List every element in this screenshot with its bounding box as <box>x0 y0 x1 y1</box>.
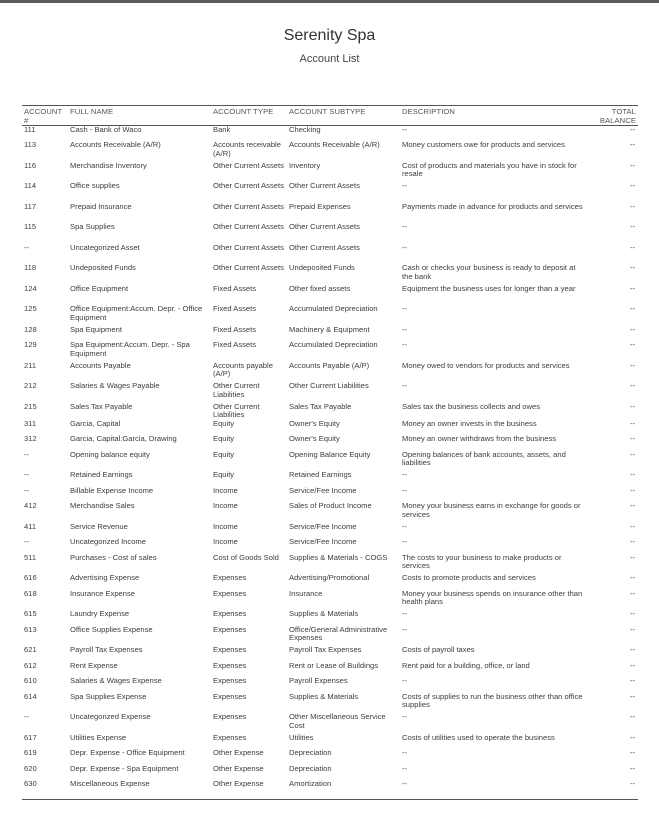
cell-account-number: 111 <box>24 125 36 134</box>
cell-account-type: Other Current Assets <box>213 161 284 170</box>
cell-full-name: Billable Expense Income <box>70 486 154 495</box>
cell-account-type: Expenses <box>213 610 247 619</box>
cell-account-subtype: Insurance <box>289 589 323 598</box>
cell-account-number: 612 <box>24 661 37 670</box>
cell-account-subtype: Payroll Tax Expenses <box>289 646 362 655</box>
cell-account-type: Fixed Assets <box>213 341 257 349</box>
cell-full-name: Garcia, Capital <box>70 419 121 428</box>
cell-description: Payments made in advance for products and services <box>402 202 583 211</box>
cell-description: -- <box>402 382 408 390</box>
cell-account-number: 212 <box>24 382 37 390</box>
cell-account-type: Other Current Assets <box>213 243 284 252</box>
cell-description: -- <box>402 243 408 252</box>
cell-account-type: Expenses <box>213 574 247 583</box>
cell-account-subtype: Machinery & Equipment <box>289 325 370 334</box>
cell-account-number: -- <box>24 450 30 459</box>
cell-total-balance: -- <box>629 780 635 789</box>
cell-description: Costs of utilities used to operate the business <box>402 733 555 742</box>
cell-full-name: Depr. Expense - Office Equipment <box>70 749 185 758</box>
cell-account-subtype: Inventory <box>289 161 321 170</box>
table-row[interactable] <box>22 162 638 183</box>
cell-total-balance: -- <box>629 361 635 370</box>
cell-total-balance: -- <box>629 661 635 670</box>
cell-full-name: Spa Supplies Expense <box>70 692 147 701</box>
cell-total-balance: -- <box>629 764 635 773</box>
cell-account-number: 412 <box>24 502 37 511</box>
cell-account-type: Equity <box>213 471 235 480</box>
cell-account-type: Income <box>213 522 238 531</box>
cell-description: -- <box>402 305 408 313</box>
cell-account-subtype: Sales Tax Payable <box>289 402 352 411</box>
cell-full-name: Laundry Expense <box>70 610 130 619</box>
cell-full-name: Depr. Expense - Spa Equipment <box>70 764 179 773</box>
cell-account-subtype: Prepaid Expenses <box>289 202 351 211</box>
cell-description: Money an owner withdraws from the business <box>402 435 557 444</box>
table-row[interactable] <box>22 502 638 523</box>
table-row[interactable] <box>22 341 638 362</box>
table-bottom-rule <box>22 799 638 800</box>
cell-account-type: Fixed Assets <box>213 325 257 334</box>
cell-total-balance: -- <box>629 264 635 272</box>
cell-description: Money an owner invests in the business <box>402 419 537 428</box>
cell-full-name: Salaries & Wages Expense <box>70 677 162 686</box>
cell-description: Opening balances of bank accounts, assets, and liabilities <box>402 450 566 468</box>
cell-description: -- <box>402 471 408 480</box>
cell-total-balance: -- <box>629 141 635 149</box>
cell-account-number: 115 <box>24 223 37 231</box>
cell-account-subtype: Service/Fee Income <box>289 538 357 547</box>
table-row[interactable] <box>22 435 638 451</box>
cell-account-number: 215 <box>24 402 37 411</box>
cell-account-subtype: Other Current Assets <box>289 223 360 231</box>
cell-full-name: Insurance Expense <box>70 589 136 598</box>
table-row[interactable] <box>22 749 638 765</box>
cell-account-number: 129 <box>24 341 37 349</box>
cell-account-number: -- <box>24 538 30 547</box>
table-row[interactable] <box>22 223 638 244</box>
cell-account-type: Expenses <box>213 733 247 742</box>
cell-account-subtype: Advertising/Promotional <box>289 574 370 583</box>
cell-description: -- <box>402 749 408 758</box>
cell-description: Costs of supplies to run the business other than office supplies <box>402 692 583 710</box>
table-row[interactable] <box>22 141 638 162</box>
cell-full-name: Utilities Expense <box>70 733 127 742</box>
cell-account-type: Income <box>213 502 238 511</box>
cell-description: -- <box>402 764 408 773</box>
cell-description: Costs to promote products and services <box>402 574 536 583</box>
cell-total-balance: -- <box>629 692 635 701</box>
cell-full-name: Accounts Payable <box>70 361 131 370</box>
cell-full-name: Retained Earnings <box>70 471 133 480</box>
cell-full-name: Accounts Receivable (A/R) <box>70 141 161 149</box>
cell-total-balance: -- <box>629 538 635 547</box>
cell-account-subtype: Accumulated Depreciation <box>289 341 378 349</box>
cell-total-balance: -- <box>629 471 635 480</box>
cell-total-balance: -- <box>629 325 635 334</box>
cell-full-name: Spa Equipment:Accum. Depr. - Spa Equipment <box>70 341 190 358</box>
cell-full-name: Payroll Tax Expenses <box>70 646 143 655</box>
cell-total-balance: -- <box>629 284 635 293</box>
table-row[interactable] <box>22 244 638 265</box>
cell-full-name: Merchandise Inventory <box>70 161 147 170</box>
top-border <box>0 0 659 3</box>
cell-full-name: Miscellaneous Expense <box>70 780 150 789</box>
table-row[interactable] <box>22 285 638 306</box>
table-row[interactable] <box>22 693 638 714</box>
account-list-table <box>22 105 638 796</box>
cell-full-name: Spa Supplies <box>70 223 115 231</box>
cell-account-subtype: Supplies & Materials <box>289 610 359 619</box>
cell-account-subtype: Accounts Payable (A/P) <box>289 361 370 370</box>
cell-account-subtype: Amortization <box>289 780 332 789</box>
cell-description: -- <box>402 625 408 634</box>
report-title: Account List <box>299 53 360 65</box>
cell-account-subtype: Opening Balance Equity <box>289 450 371 459</box>
cell-description: -- <box>402 341 408 349</box>
cell-total-balance: -- <box>629 125 635 134</box>
table-row[interactable] <box>22 305 638 326</box>
cell-description: -- <box>402 538 408 547</box>
table-row[interactable] <box>22 203 638 224</box>
cell-account-type: Other Current Liabilities <box>213 402 260 420</box>
cell-account-number: 619 <box>24 749 37 758</box>
table-row[interactable] <box>22 126 638 142</box>
cell-account-subtype: Owner's Equity <box>289 419 340 428</box>
cell-description: Cost of products and materials you have in stock for resale <box>402 161 577 179</box>
cell-total-balance: -- <box>629 243 635 252</box>
column-header-account-type[interactable]: ACCOUNT TYPE <box>211 106 287 126</box>
cell-full-name: Merchandise Sales <box>70 502 135 511</box>
cell-account-number: 614 <box>24 692 37 701</box>
cell-full-name: Uncategorized Asset <box>70 243 140 252</box>
cell-description: -- <box>402 780 408 789</box>
cell-description: -- <box>402 522 408 531</box>
cell-full-name: Spa Equipment <box>70 325 122 334</box>
cell-full-name: Rent Expense <box>70 661 118 670</box>
cell-account-type: Other Expense <box>213 764 264 773</box>
cell-account-subtype: Undeposited Funds <box>289 264 355 272</box>
table-row[interactable] <box>22 574 638 590</box>
cell-account-subtype: Rent or Lease of Buildings <box>289 661 379 670</box>
cell-account-subtype: Depreciation <box>289 764 332 773</box>
cell-description: Rent paid for a building, office, or land <box>402 661 530 670</box>
table-row[interactable] <box>22 662 638 678</box>
cell-total-balance: -- <box>629 223 635 231</box>
cell-account-number: 630 <box>24 780 37 789</box>
cell-account-subtype: Checking <box>289 125 321 134</box>
cell-total-balance: -- <box>629 574 635 583</box>
cell-account-number: 618 <box>24 589 37 598</box>
cell-account-type: Expenses <box>213 692 247 701</box>
cell-account-number: 118 <box>24 264 37 272</box>
cell-total-balance: -- <box>629 646 635 655</box>
cell-account-number: -- <box>24 486 30 495</box>
cell-description: Sales tax the business collects and owes <box>402 402 541 411</box>
cell-account-number: 617 <box>24 733 37 742</box>
cell-total-balance: -- <box>629 486 635 495</box>
cell-account-subtype: Depreciation <box>289 749 332 758</box>
cell-total-balance: -- <box>629 502 635 511</box>
table-row[interactable] <box>22 590 638 611</box>
cell-total-balance: -- <box>629 435 635 444</box>
cell-account-type: Expenses <box>213 677 247 686</box>
cell-total-balance: -- <box>629 382 635 390</box>
cell-total-balance: -- <box>629 749 635 758</box>
cell-description: -- <box>402 610 408 619</box>
cell-account-subtype: Sales of Product Income <box>289 502 372 511</box>
cell-account-type: Expenses <box>213 713 247 722</box>
cell-account-number: 615 <box>24 610 37 619</box>
cell-full-name: Purchases - Cost of sales <box>70 553 157 562</box>
cell-total-balance: -- <box>629 402 635 411</box>
cell-account-subtype: Other Current Assets <box>289 243 360 252</box>
cell-description: The costs to your business to make products or services <box>402 553 562 571</box>
cell-account-type: Income <box>213 538 238 547</box>
cell-description: -- <box>402 223 408 231</box>
table-row[interactable] <box>22 554 638 575</box>
cell-account-subtype: Supplies & Materials <box>289 692 359 701</box>
cell-total-balance: -- <box>629 182 635 190</box>
cell-account-subtype: Accounts Receivable (A/R) <box>289 141 380 149</box>
cell-account-number: 211 <box>24 361 37 370</box>
cell-total-balance: -- <box>629 202 635 211</box>
cell-full-name: Salaries & Wages Payable <box>70 382 160 390</box>
cell-account-type: Expenses <box>213 589 247 598</box>
cell-description: Money customers owe for products and services <box>402 141 565 149</box>
cell-total-balance: -- <box>629 419 635 428</box>
cell-total-balance: -- <box>629 713 635 722</box>
cell-account-subtype: Service/Fee Income <box>289 486 357 495</box>
table-row[interactable] <box>22 362 638 383</box>
cell-account-subtype: Other fixed assets <box>289 284 351 293</box>
cell-full-name: Undeposited Funds <box>70 264 136 272</box>
column-header-full-name[interactable]: FULL NAME <box>68 106 211 126</box>
table-row[interactable] <box>22 734 638 750</box>
cell-total-balance: -- <box>629 450 635 459</box>
cell-account-subtype: Office/General Administrative Expenses <box>289 625 388 643</box>
cell-account-type: Other Current Assets <box>213 182 284 190</box>
cell-account-number: 511 <box>24 553 37 562</box>
cell-account-type: Cost of Goods Sold <box>213 553 279 562</box>
cell-account-subtype: Retained Earnings <box>289 471 352 480</box>
column-header-description[interactable]: DESCRIPTION <box>400 106 586 126</box>
cell-account-subtype: Payroll Expenses <box>289 677 348 686</box>
cell-account-type: Expenses <box>213 661 247 670</box>
table-row[interactable] <box>22 471 638 487</box>
cell-account-type: Income <box>213 486 238 495</box>
table-row[interactable] <box>22 487 638 503</box>
cell-account-type: Other Expense <box>213 780 264 789</box>
cell-account-number: 312 <box>24 435 37 444</box>
cell-account-number: 621 <box>24 646 37 655</box>
cell-description: Money your business spends on insurance other than health plans <box>402 589 583 607</box>
table-row[interactable] <box>22 403 638 420</box>
cell-full-name: Office Supplies Expense <box>70 625 153 634</box>
cell-total-balance: -- <box>629 305 635 313</box>
cell-account-number: 125 <box>24 305 37 313</box>
cell-account-subtype: Other Current Liabilities <box>289 382 369 390</box>
table-row[interactable] <box>22 182 638 203</box>
cell-full-name: Sales Tax Payable <box>70 402 133 411</box>
cell-account-subtype: Supplies & Materials - COGS <box>289 553 388 562</box>
cell-account-number: -- <box>24 243 30 252</box>
cell-total-balance: -- <box>629 161 635 170</box>
cell-account-number: -- <box>24 713 30 722</box>
cell-account-number: 116 <box>24 161 37 170</box>
cell-description: -- <box>402 486 408 495</box>
table-row[interactable] <box>22 713 638 734</box>
cell-account-subtype: Other Current Assets <box>289 182 360 190</box>
cell-account-type: Other Current Assets <box>213 264 284 272</box>
cell-account-number: 114 <box>24 182 37 190</box>
cell-description: -- <box>402 677 408 686</box>
cell-full-name: Advertising Expense <box>70 574 140 583</box>
table-row[interactable] <box>22 420 638 436</box>
table-row[interactable] <box>22 780 638 796</box>
cell-account-number: 411 <box>24 522 37 531</box>
cell-full-name: Service Revenue <box>70 522 128 531</box>
table-row[interactable] <box>22 382 638 403</box>
cell-account-type: Fixed Assets <box>213 305 257 313</box>
cell-account-type: Accounts payable (A/P) <box>213 361 273 379</box>
cell-total-balance: -- <box>629 341 635 349</box>
cell-total-balance: -- <box>629 522 635 531</box>
cell-full-name: Uncategorized Income <box>70 538 146 547</box>
cell-account-type: Fixed Assets <box>213 284 257 293</box>
table-row[interactable] <box>22 646 638 662</box>
company-name: Serenity Spa <box>283 27 376 44</box>
cell-full-name: Uncategorized Expense <box>70 713 151 722</box>
cell-account-subtype: Other Miscellaneous Service Cost <box>289 713 386 730</box>
cell-full-name: Opening balance equity <box>70 450 150 459</box>
cell-account-subtype: Accumulated Depreciation <box>289 305 378 313</box>
table-header <box>22 106 638 126</box>
cell-account-type: Other Current Assets <box>213 223 284 231</box>
cell-full-name: Prepaid Insurance <box>70 202 132 211</box>
table-row[interactable] <box>22 538 638 554</box>
cell-description: -- <box>402 325 408 334</box>
cell-full-name: Office supplies <box>70 182 120 190</box>
cell-account-number: 311 <box>24 419 37 428</box>
column-header-account-subtype[interactable]: ACCOUNT SUBTYPE <box>287 106 400 126</box>
cell-description: Cash or checks your business is ready to deposit at the bank <box>402 264 576 281</box>
cell-account-number: 124 <box>24 284 37 293</box>
cell-account-subtype: Utilities <box>289 733 314 742</box>
cell-total-balance: -- <box>629 553 635 562</box>
cell-description: -- <box>402 125 408 134</box>
cell-account-type: Expenses <box>213 625 247 634</box>
cell-account-number: -- <box>24 471 30 480</box>
cell-account-type: Other Expense <box>213 749 264 758</box>
table-row[interactable] <box>22 626 638 647</box>
cell-account-subtype: Service/Fee Income <box>289 522 357 531</box>
table-row[interactable] <box>22 610 638 626</box>
cell-account-number: 113 <box>24 141 37 149</box>
cell-account-number: 128 <box>24 325 37 334</box>
cell-description: -- <box>402 182 408 190</box>
table-row[interactable] <box>22 264 638 285</box>
cell-account-type: Equity <box>213 435 235 444</box>
table-body <box>22 126 638 796</box>
column-header-account-number[interactable]: ACCOUNT # <box>22 106 68 126</box>
cell-account-type: Expenses <box>213 646 247 655</box>
cell-description: Money your business earns in exchange for goods or services <box>402 502 581 519</box>
column-header-total-balance[interactable]: TOTAL BALANCE <box>586 106 638 126</box>
cell-account-subtype: Owner's Equity <box>289 435 340 444</box>
cell-account-number: 620 <box>24 764 37 773</box>
cell-total-balance: -- <box>629 589 635 598</box>
cell-account-type: Equity <box>213 450 235 459</box>
table-row[interactable] <box>22 451 638 472</box>
table-row[interactable] <box>22 523 638 539</box>
table-row[interactable] <box>22 765 638 781</box>
cell-description: Equipment the business uses for longer than a year <box>402 284 576 293</box>
cell-description: -- <box>402 713 408 722</box>
cell-full-name: Garcia, Capital:Garcia, Drawing <box>70 435 177 444</box>
cell-account-number: 616 <box>24 574 37 583</box>
cell-account-number: 117 <box>24 202 37 211</box>
cell-account-number: 613 <box>24 625 37 634</box>
cell-account-type: Other Current Assets <box>213 202 284 211</box>
table-row[interactable] <box>22 677 638 693</box>
cell-description: Money owed to vendors for products and services <box>402 361 570 370</box>
cell-total-balance: -- <box>629 610 635 619</box>
cell-account-type: Accounts receivable (A/R) <box>213 141 281 158</box>
cell-account-number: 610 <box>24 677 37 686</box>
cell-total-balance: -- <box>629 733 635 742</box>
cell-total-balance: -- <box>629 625 635 634</box>
cell-account-type: Equity <box>213 419 235 428</box>
cell-description: Costs of payroll taxes <box>402 646 475 655</box>
cell-full-name: Office Equipment <box>70 284 129 293</box>
table-row[interactable] <box>22 326 638 342</box>
cell-full-name: Cash - Bank of Waco <box>70 125 142 134</box>
cell-account-type: Other Current Liabilities <box>213 382 260 399</box>
cell-total-balance: -- <box>629 677 635 686</box>
cell-full-name: Office Equipment:Accum. Depr. - Office Equipment <box>70 305 203 322</box>
cell-account-type: Bank <box>213 125 231 134</box>
